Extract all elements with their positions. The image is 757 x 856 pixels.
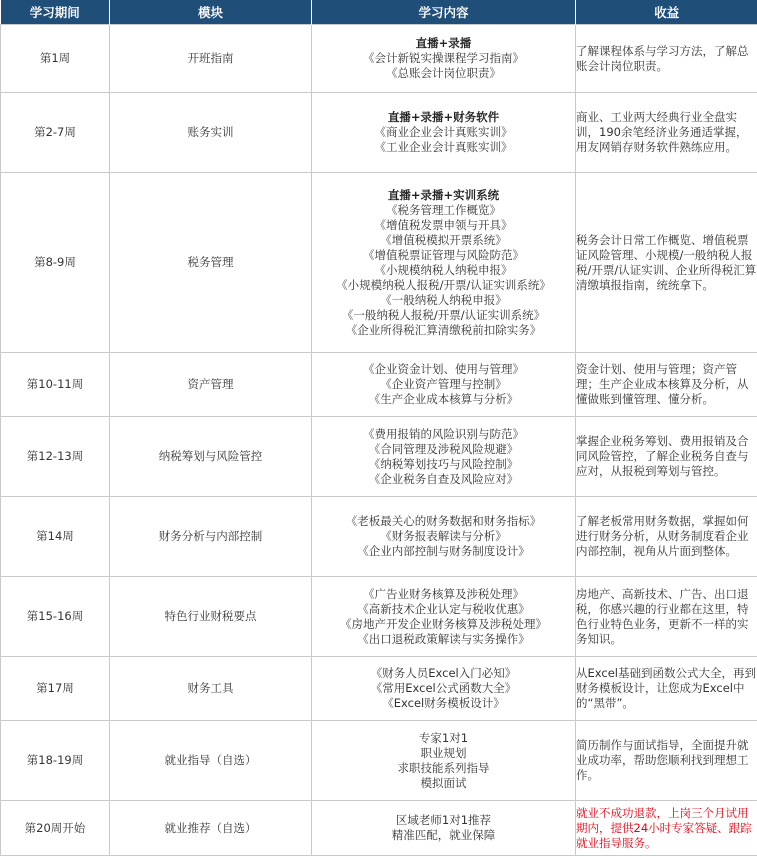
content-line: 《合同管理及涉税风险规避》 [312, 442, 575, 457]
content-line: 《小规模纳税人报税/开票/认证实训系统》 [312, 278, 575, 293]
delivery-mode-label: 直播+录播 [312, 36, 575, 51]
content-cell [312, 353, 576, 417]
table-row [1, 497, 757, 577]
content-line: 《出口退税政策解读与实务操作》 [312, 632, 575, 647]
content-cell [312, 657, 576, 721]
content-line: 求职技能系列指导 [312, 761, 575, 776]
benefit-cell [576, 801, 757, 856]
content-cell [312, 417, 576, 497]
benefit-text: 了解课程体系与学习方法，了解总账会计岗位职责。 [576, 44, 757, 74]
content-line: 《广告业财务核算及涉税处理》 [312, 587, 575, 602]
content-cell [312, 497, 576, 577]
module-cell: 就业推荐（自选） [110, 801, 312, 856]
header-benefit: 收益 [576, 0, 757, 25]
benefit-cell [576, 721, 757, 801]
module-cell: 财务分析与内部控制 [110, 497, 312, 577]
content-line: 《总账会计岗位职责》 [312, 66, 575, 81]
content-line: 《财务报表解读与分析》 [312, 529, 575, 544]
content-line: 《商业企业会计真账实训》 [312, 125, 575, 140]
benefit-cell [576, 173, 757, 353]
module-cell: 特色行业财税要点 [110, 577, 312, 657]
module-cell: 账务实训 [110, 93, 312, 173]
table-header-row [1, 0, 757, 25]
content-cell [312, 173, 576, 353]
benefit-text: 资金计划、使用与管理；资产管理；生产企业成本核算及分析，从懂做账到懂管理、懂分析。 [576, 362, 757, 407]
period-cell: 第15-16周 [1, 577, 110, 657]
module-cell: 资产管理 [110, 353, 312, 417]
module-cell: 纳税筹划与风险管控 [110, 417, 312, 497]
content-cell [312, 577, 576, 657]
content-line: 《企业内部控制与财务制度设计》 [312, 544, 575, 559]
content-line: 模拟面试 [312, 776, 575, 791]
content-line: 《房地产开发企业财务核算及涉税处理》 [312, 617, 575, 632]
period-cell: 第18-19周 [1, 721, 110, 801]
content-line: 《企业税务自查及风险应对》 [312, 472, 575, 487]
content-line: 《企业所得税汇算清缴税前扣除实务》 [312, 323, 575, 338]
header-module: 模块 [110, 0, 312, 25]
period-cell: 第20周开始 [1, 801, 110, 856]
benefit-cell [576, 25, 757, 93]
content-line: 《生产企业成本核算与分析》 [312, 392, 575, 407]
content-line: 《一般纳税人报税/开票/认证实训系统》 [312, 308, 575, 323]
period-cell: 第17周 [1, 657, 110, 721]
benefit-cell [576, 657, 757, 721]
table-row [1, 417, 757, 497]
header-period: 学习期间 [1, 0, 110, 25]
content-line: 专家1对1 [312, 731, 575, 746]
benefit-text: 房地产、高新技术、广告、出口退税，你感兴趣的行业都在这里，特色行业特色业务，更新不一样的实务知识。 [576, 587, 757, 647]
benefit-cell [576, 417, 757, 497]
module-cell: 就业指导（自选） [110, 721, 312, 801]
content-line: 职业规划 [312, 746, 575, 761]
table-row [1, 93, 757, 173]
content-cell [312, 25, 576, 93]
benefit-cell [576, 577, 757, 657]
delivery-mode-label: 直播+录播+实训系统 [312, 188, 575, 203]
benefit-cell [576, 497, 757, 577]
module-cell: 财务工具 [110, 657, 312, 721]
content-line: 《会计新锐实操课程学习指南》 [312, 51, 575, 66]
table-row [1, 657, 757, 721]
content-line: 《工业企业会计真账实训》 [312, 140, 575, 155]
table-row [1, 25, 757, 93]
table-row [1, 801, 757, 856]
period-cell: 第8-9周 [1, 173, 110, 353]
benefit-text: 从Excel基础到函数公式大全，再到财务模板设计，让您成为Excel中的“黑带”。 [576, 666, 757, 711]
content-line: 《财务人员Excel入门必知》 [312, 666, 575, 681]
content-line: 《Excel财务模板设计》 [312, 696, 575, 711]
content-line: 《费用报销的风险识别与防范》 [312, 427, 575, 442]
period-cell: 第14周 [1, 497, 110, 577]
period-cell: 第10-11周 [1, 353, 110, 417]
content-line: 《税务管理工作概览》 [312, 203, 575, 218]
benefit-cell [576, 353, 757, 417]
content-cell [312, 93, 576, 173]
content-line: 《老板最关心的财务数据和财务指标》 [312, 514, 575, 529]
content-line: 《增值税模拟开票系统》 [312, 233, 575, 248]
header-content: 学习内容 [312, 0, 576, 25]
period-cell: 第12-13周 [1, 417, 110, 497]
module-cell: 开班指南 [110, 25, 312, 93]
benefit-cell [576, 93, 757, 173]
content-line: 《纳税筹划技巧与风险控制》 [312, 457, 575, 472]
delivery-mode-label: 直播+录播+财务软件 [312, 110, 575, 125]
content-line: 《增值税发票申领与开具》 [312, 218, 575, 233]
benefit-text: 了解老板常用财务数据，掌握如何进行财务分析，从财务制度看企业内部控制，视角从片面到整体。 [576, 514, 757, 559]
content-cell [312, 721, 576, 801]
content-line: 《常用Excel公式函数大全》 [312, 681, 575, 696]
benefit-text: 税务会计日常工作概览、增值税票证风险管理、小规模/一般纳税人报税/开票/认证实训、企业所得税汇算清缴填报指南，统统拿下。 [576, 233, 757, 293]
content-cell [312, 801, 576, 856]
content-line: 《企业资金计划、使用与管理》 [312, 362, 575, 377]
table-body [1, 25, 757, 856]
content-line: 《增值税票证管理与风险防范》 [312, 248, 575, 263]
module-cell: 税务管理 [110, 173, 312, 353]
period-cell: 第2-7周 [1, 93, 110, 173]
content-line: 精准匹配，就业保障 [312, 828, 575, 843]
benefit-text: 掌握企业税务筹划、费用报销及合同风险管控，了解企业税务自查与应对，从报税到筹划与管控。 [576, 434, 757, 479]
content-line: 《一般纳税人纳税申报》 [312, 293, 575, 308]
content-line: 《企业资产管理与控制》 [312, 377, 575, 392]
benefit-text: 简历制作与面试指导，全面提升就业成功率，帮助您顺利找到理想工作。 [576, 738, 757, 783]
content-line: 《高新技术企业认定与税收优惠》 [312, 602, 575, 617]
period-cell: 第1周 [1, 25, 110, 93]
table-row [1, 353, 757, 417]
benefit-text: 商业、工业两大经典行业全盘实训，190余笔经济业务通适掌握，用友网销存财务软件熟练应用。 [576, 110, 757, 155]
table-row [1, 721, 757, 801]
table-row [1, 577, 757, 657]
benefit-highlight-text: 就业不成功退款，上岗三个月试用期内，提供24小时专家答疑、跟踪就业指导服务。 [576, 806, 757, 851]
content-line: 区域老师1对1推荐 [312, 813, 575, 828]
table-row [1, 173, 757, 353]
content-line: 《小规模纳税人纳税申报》 [312, 263, 575, 278]
